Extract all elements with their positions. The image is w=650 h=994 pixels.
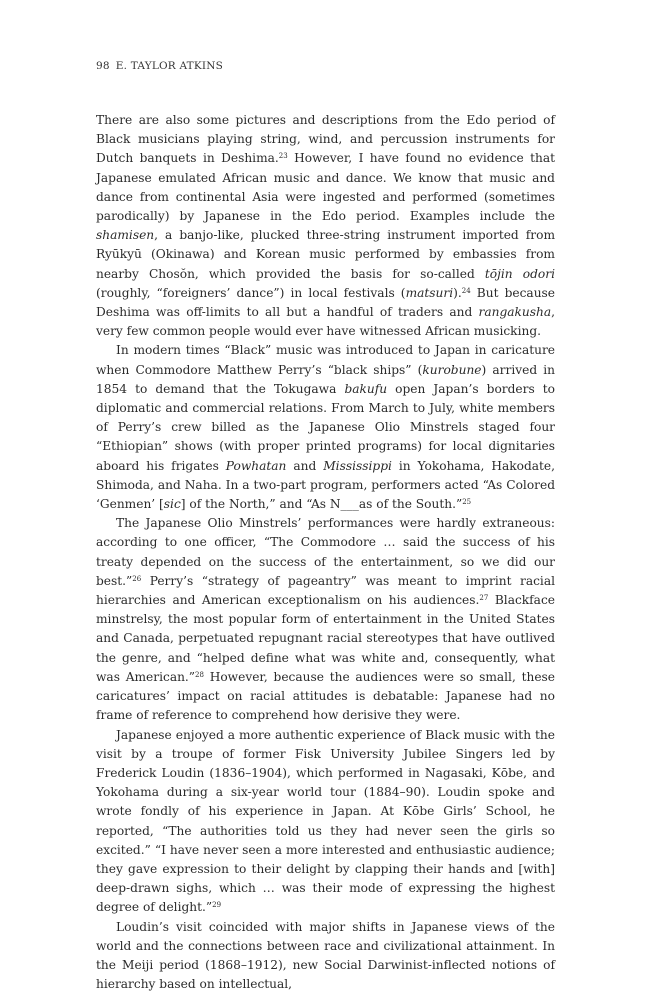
text-run: In modern times “Black” music was introduced to Japan in caricature when Commodore Matthew Perry’s “black ships” ( — [96, 343, 555, 377]
text-run: The Japanese Olio Minstrels’ performances were hardly extraneous: according to one officer, “The Commodore … said the success of his treaty depended on the success of the entertainment, so we did our best.” — [96, 516, 555, 588]
paragraph — [96, 726, 555, 918]
italic-term: shamisen — [96, 228, 155, 243]
text-run: , a banjo-like, plucked three-string instrument imported from Ryūkyū (Okinawa) and Korean music performed by embassies from nearby Chosŏn, which provided the basis for so-called — [96, 228, 555, 281]
footnote-ref: 24 — [461, 286, 471, 295]
text-run: There are also some pictures and descriptions from the Edo period of Black musicians playing string, wind, and percussion instruments for Dutch banquets in Deshima. — [96, 113, 555, 166]
text-run: Blackface minstrelsy, the most popular form of entertainment in the United States and Canada, perpetuated repugnant racial stereotypes that have outlived the genre, and “helped define what was white and, consequently, what was American.” — [96, 593, 555, 684]
text-run: open Japan’s borders to diplomatic and commercial relations. From March to July, white members of Perry’s crew billed as the Japanese Olio Minstrels staged four “Ethiopian” shows (with proper printed programs) for local dignitaries aboard his frigates — [96, 381, 555, 473]
paragraph — [96, 514, 555, 725]
italic-term: kurobune — [422, 362, 482, 377]
text-run: However, because the audiences were so small, these caricatures’ impact on racial attitudes is debatable: Japanese had no frame of reference to comprehend how derisive they were. — [96, 669, 556, 723]
footnote-ref: 26 — [132, 574, 142, 583]
italic-term: matsuri — [405, 285, 454, 300]
footnote-ref: 29 — [212, 901, 222, 910]
italic-term: Powhatan — [225, 458, 287, 473]
running-head — [96, 60, 223, 72]
text-run: Loudin’s visit coincided with major shifts in Japanese views of the world and the connections between race and civilizational attainment. In the Meiji period (1868–1912), new Social Darwinist-inflected notions of hierarchy based on intellectual, — [96, 919, 555, 992]
text-run: Japanese enjoyed a more authentic experience of Black music with the visit by a troupe of former Fisk University Jubilee Singers led by Frederick Loudin (1836–1904), which performed in Nagasaki, Kōbe, and Yokohama during a six-year world tour (1884–90). Loudin spoke and wrote fondly of his experience in Japan. At Kōbe Girls’ School, he reported, “The authorities told us they had never seen the girls so excited.” “I have never seen a more interested and enthusiastic audience; they gave expression to their delight by clapping their hands and [with] deep-drawn sighs, which … was their mode of expressing the highest degree of delight.” — [96, 727, 555, 915]
text-run: , very few common people would ever have witnessed African musicking. — [96, 305, 555, 339]
footnote-ref: 25 — [462, 498, 472, 507]
running-head-author: E. TAYLOR ATKINS — [115, 60, 224, 72]
footnote-ref: 23 — [278, 152, 288, 161]
body-text — [96, 111, 555, 994]
footnote-ref: 28 — [195, 670, 204, 679]
text-run: (roughly, “foreigners’ dance”) in local festivals ( — [96, 285, 406, 300]
italic-term: Mississippi — [323, 458, 392, 473]
text-run: But because Deshima was off-limits to all but a handful of traders and — [96, 285, 556, 320]
text-run: However, I have found no evidence that Japanese emulated African music and dance. We know that music and dance from continental Asia were ingested and performed (sometimes parodically) by Japanese in the Edo period. Examples include the — [96, 151, 555, 224]
paragraph — [96, 111, 555, 341]
paragraph — [96, 341, 555, 514]
text-run: and — [286, 458, 324, 473]
text-run: ] of the North,” and “As N___as of the South.” — [180, 497, 463, 512]
italic-term: sic — [163, 497, 181, 512]
italic-term: rangakusha — [478, 305, 552, 320]
text-run: ) arrived in 1854 to demand that the Tokugawa — [96, 362, 555, 396]
paragraph — [96, 918, 555, 994]
footnote-ref: 27 — [479, 594, 489, 603]
text-run: Perry’s “strategy of pageantry” was meant to imprint racial hierarchies and American exceptionalism on his audiences. — [96, 573, 555, 608]
italic-term: bakufu — [344, 381, 388, 396]
text-run: in Yokohama, Hakodate, Shimoda, and Naha. In a two-part program, performers acted “As Colored ‘Genmen’ [ — [96, 458, 555, 512]
text-run: ). — [453, 285, 462, 300]
italic-term: tōjin odori — [484, 266, 555, 281]
page-number: 98 — [96, 60, 110, 72]
